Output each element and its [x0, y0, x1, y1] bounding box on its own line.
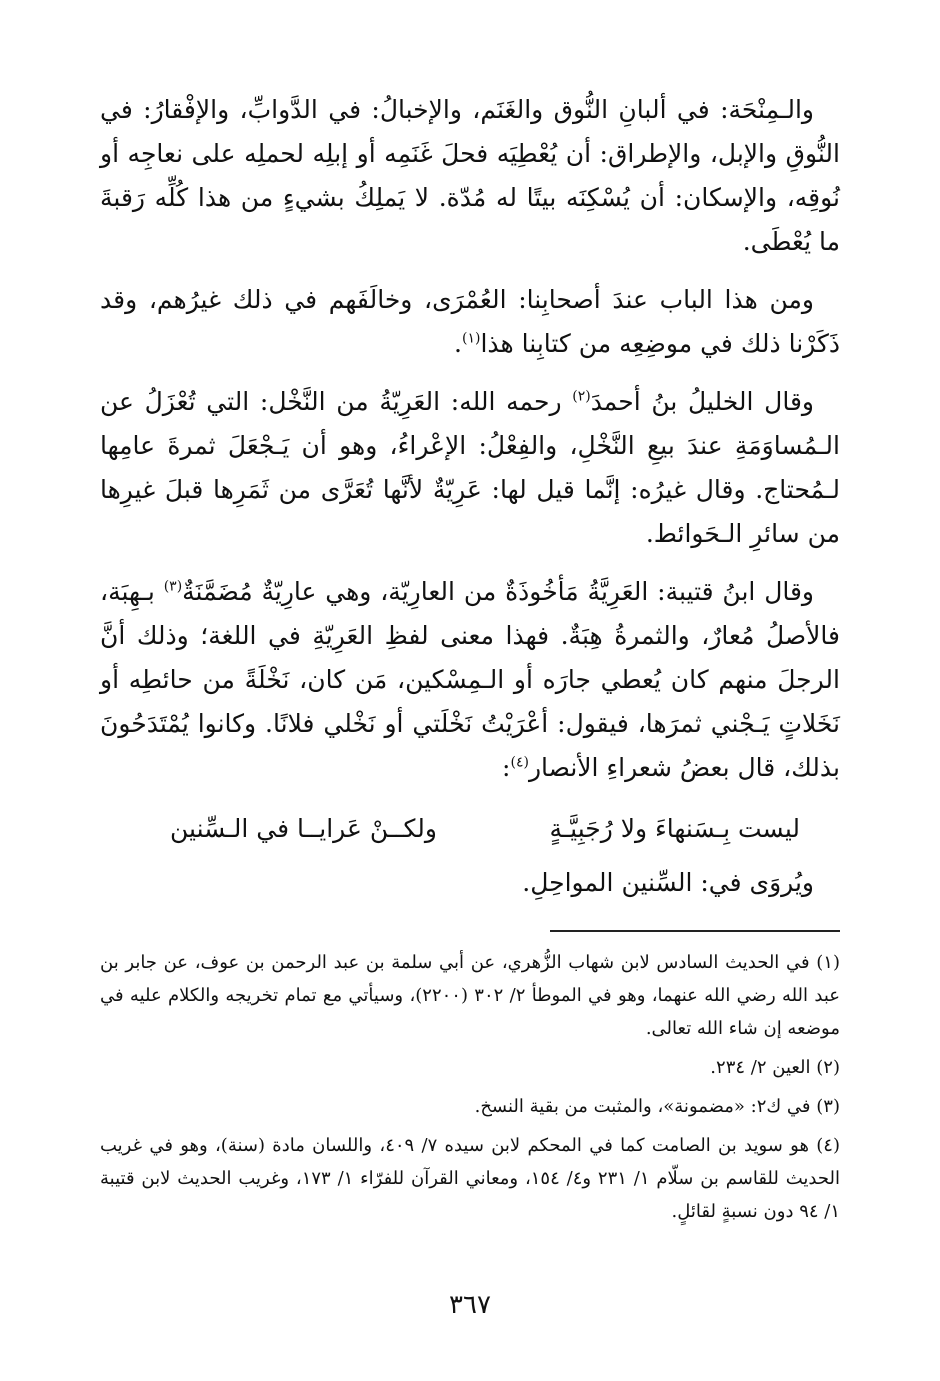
paragraph-khalil	[100, 380, 840, 556]
footnote-item: (٤) هو سويد بن الصامت كما في المحكم لابن سيده ٧/ ٤٠٩، واللسان مادة (سنة)، وهو في غريب الحديث للقاسم بن سلّام ١/ ٢٣١ و٤/ ١٥٤، ومعاني القرآن للفرّاء ١/ ١٧٣، وغريب الحديث لابن قتيبة ١/ ٩٤ دون نسبةٍ لقائلٍ.	[100, 1135, 840, 1222]
page-number: ٣٦٧	[449, 1290, 491, 1320]
paragraph-ibn-qutayba	[100, 570, 840, 790]
footnote-item: (٣) في ك٢: «مضمونة»، والمثبت من بقية النسخ.	[474, 1096, 840, 1117]
paragraph-text: بـهِبَة، فالأصلُ مُعارٌ، والثمرةُ هِبَةٌ. فهذا معنى لفظِ العَرِيّةِ في اللغة؛ وذلك أنَّ الرجلَ منهم كان يُعطي جارَه أو الـمِسْكين، مَن كان، نَخْلَةً من حائطِه أو نَخَلاتٍ يَـجْني ثمرَها، فيقول: أعْرَيْتُ نَخْلَتي أو نَخْلي فلانًا. وكانوا يُمْتَدَحُونَ بذلك، قال بعضُ شعراءِ الأنصار	[100, 577, 840, 782]
footnote-divider	[550, 930, 840, 932]
verse-first-hemistich: ليست بِـسَنهاءَ ولا رُجَبِيَّـةٍ	[549, 814, 800, 843]
paragraph-umra: ومن هذا الباب عندَ أصحابِنا: العُمْرَى، وخالَفَهم في ذلك غيرُهم، وقد ذَكَرْنا ذلك في موضِعِه من كتابِنا هذا$^{(١)}$.	[100, 285, 840, 358]
paragraph-minha	[100, 88, 840, 264]
page-body	[100, 88, 840, 1234]
paragraph-text: وقال الخليلُ بنُ أحمدَ	[590, 387, 814, 416]
paragraph-text: رحمه الله: العَرِيّةُ من النَّخْل: التي تُعْزَلُ عن الـمُساوَمَةِ عندَ بيعِ النَّخْلِ، والفِعْلُ: الإعْراءُ، وهو أن يَـجْعَلَ ثمرةَ عامِها لـمُحتاج. وقال غيرُه: إنَّما قيل لها: عَرِيّةٌ لأنَّها تُعَرَّى من ثَمَرِها قبلَ غيرِها من سائرِ الـحَوائط.	[100, 387, 840, 548]
footnote-marker[interactable]: (٤)	[510, 754, 529, 771]
footnote-item: (١) في الحديث السادس لابن شهاب الزُّهري، عن أبي سلمة بن عبد الرحمن بن عوف، عن جابر بن عبد الله رضي الله عنهما، وهو في الموطأ ٢/ ٣٠٢ (٢٢٠٠)، وسيأتي مع تمام تخريجه والكلام عليه في موضعه إن شاء الله تعالى.	[100, 952, 840, 1039]
paragraph-text: ومن هذا الباب عندَ أصحابِنا: العُمْرَى، وخالَفَهم في ذلك غيرُهم، وقد ذَكَرْنا ذلك في موضِعِه من كتابِنا هذا	[100, 285, 840, 358]
verse-variant-note: ويُروَى في: السِّنين المواحِلِ.	[522, 868, 814, 897]
paragraph-text: وقال ابنُ قتيبة: العَرِيَّةُ مَأخُوذَةٌ من العارِيّة، وهي عارِيّةٌ مُضَمَّنَةٌ	[182, 577, 814, 606]
footnote-item: (٢) العين ٢/ ٢٣٤.	[710, 1057, 840, 1078]
footnote-marker[interactable]: (١)	[461, 330, 481, 347]
footnote-marker[interactable]: (٣)	[163, 578, 183, 595]
poem-verse	[170, 804, 800, 854]
footnote-marker[interactable]: (٢)	[572, 388, 591, 405]
footnotes	[100, 946, 840, 1228]
verse-second-hemistich: ولكــنْ عَرايــا في الـسِّنين	[170, 814, 437, 843]
paragraph-text: والـمِنْحَة: في ألبانِ النُّوق والغَنَم، والإخبالُ: في الدَّوابِّ، والإفْقارُ: في النُّوقِ والإبل، والإطراق: أن يُعْطِيَه فحلَ غَنَمِه أو إبلِه لحملِه على نعاجِه أو نُوقِه، والإسكان: أن يُسْكِنَه بيتًا له مُدّة. لا يَملِكُ بشيءٍ من هذا كُلِّه رَقبةَ ما يُعْطَى.	[100, 95, 840, 256]
paragraph-text: :	[502, 753, 511, 782]
